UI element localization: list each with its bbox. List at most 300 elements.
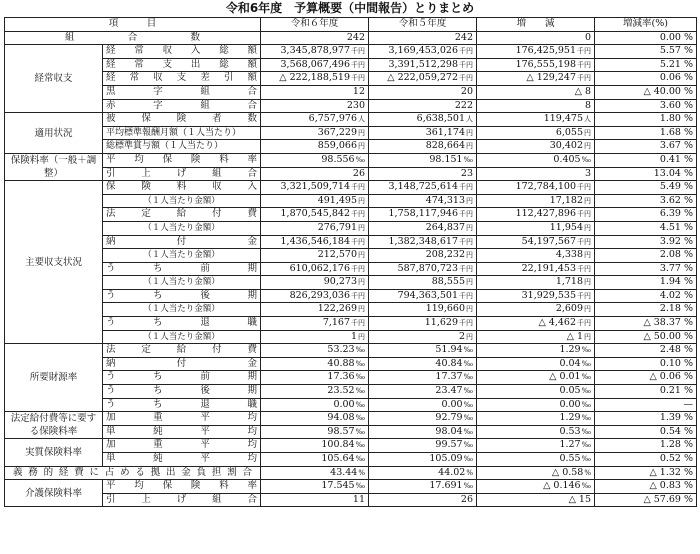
value-diff: 4,338円 xyxy=(477,249,595,263)
table-row xyxy=(5,221,697,235)
value-diff-unit: 千円 xyxy=(577,264,592,273)
table-row xyxy=(5,317,697,331)
value-diff: △ 1円 xyxy=(477,330,595,344)
table-row xyxy=(5,398,697,412)
value-r6: △ 222,188,519千円 xyxy=(261,72,369,86)
value-diff-unit: ‰ xyxy=(581,455,592,463)
value-diff-unit: 円 xyxy=(584,251,592,260)
row-label: 赤字組合 xyxy=(103,99,261,113)
value-diff: 176,425,951千円 xyxy=(477,45,595,59)
value-r5: 474,313円 xyxy=(369,194,477,208)
value-rate: 1.28 % xyxy=(595,439,697,453)
value-r5: 3,391,512,298千円 xyxy=(369,58,477,72)
row-label: （１人当たり金額） xyxy=(103,330,261,344)
value-r6-unit: 円 xyxy=(358,278,366,287)
row-label: 単純平均 xyxy=(103,425,261,439)
category-label: 適用状況 xyxy=(5,113,103,154)
value-rate: 5.57 % xyxy=(595,45,697,59)
header-row xyxy=(5,18,697,32)
value-r6-unit: 千円 xyxy=(351,319,366,328)
value-r5: 208,232円 xyxy=(369,249,477,263)
value-diff: 172,784,100千円 xyxy=(477,181,595,195)
value-r6: 3,568,067,496千円 xyxy=(261,58,369,72)
value-r6-unit: ‰ xyxy=(355,155,366,164)
table-row xyxy=(5,371,697,385)
value-diff-unit: 千円 xyxy=(577,183,592,192)
value-r5-unit: 千円 xyxy=(459,210,474,219)
table-row xyxy=(5,357,697,371)
table-row xyxy=(5,303,697,317)
category-label: 主要収支状況 xyxy=(5,181,103,344)
value-rate: △ 1.32 % xyxy=(595,466,697,480)
value-diff: 0.00‰ xyxy=(477,398,595,412)
value-r6: 242 xyxy=(261,31,369,45)
value-diff-unit: 千円 xyxy=(577,74,592,83)
value-diff: 0 xyxy=(477,31,595,45)
value-diff: 0.05‰ xyxy=(477,385,595,399)
value-diff-unit: ‰ xyxy=(581,373,592,382)
table-row xyxy=(5,262,697,276)
table-row xyxy=(5,45,697,59)
value-diff-unit: ‰ xyxy=(581,346,592,355)
value-diff-unit: 円 xyxy=(584,196,592,205)
value-diff: 31,929,535千円 xyxy=(477,289,595,303)
row-label: 経常支出総額 xyxy=(103,58,261,72)
value-r5: 92.79‰ xyxy=(369,412,477,426)
value-r6-unit: ‰ xyxy=(355,441,366,450)
row-label: 引上げ組合 xyxy=(103,493,261,507)
table-row xyxy=(5,99,697,113)
table-row xyxy=(5,466,697,480)
value-rate: △ 0.83 % xyxy=(595,480,697,494)
row-label: 平均標準報酬月額（１人当たり） xyxy=(103,126,261,140)
value-r6: 230 xyxy=(261,99,369,113)
value-diff-unit: ‰ xyxy=(581,387,592,396)
value-r5: 1,758,117,946千円 xyxy=(369,208,477,222)
value-rate: 3.67 % xyxy=(595,140,697,154)
category-label: 介護保険料率 xyxy=(5,480,103,507)
value-r6-unit: 円 xyxy=(358,223,366,232)
value-r5-unit: ‰ xyxy=(463,400,474,409)
value-r6: 43.44% xyxy=(261,466,369,480)
category-label: 保険料率（一般＋調整） xyxy=(5,153,103,180)
table-row xyxy=(5,425,697,439)
value-r5: 88,555円 xyxy=(369,276,477,290)
value-r5-unit: 千円 xyxy=(459,319,474,328)
value-diff-unit: 千円 xyxy=(577,60,592,69)
value-r6: 1,436,546,184千円 xyxy=(261,235,369,249)
value-diff: 0.53‰ xyxy=(477,425,595,439)
value-diff: △ 8 xyxy=(477,85,595,99)
category-label: 所要財源率 xyxy=(5,344,103,412)
value-diff-unit: ‰ xyxy=(581,400,592,409)
value-r6-unit: ‰ xyxy=(355,400,366,409)
table-row xyxy=(5,72,697,86)
value-r5: 3,148,725,614千円 xyxy=(369,181,477,195)
row-label: 納付金 xyxy=(103,235,261,249)
value-r6-unit: 千円 xyxy=(351,291,366,300)
value-r5: △ 222,059,272千円 xyxy=(369,72,477,86)
row-label: 義務的経費に占める拠出金負担割合 xyxy=(5,466,261,480)
row-label: 平均保険料率 xyxy=(103,153,261,167)
value-diff: 1.29‰ xyxy=(477,344,595,358)
value-r5: 17.37‰ xyxy=(369,371,477,385)
value-r6-unit: 千円 xyxy=(351,264,366,273)
value-r6: 859,066円 xyxy=(261,140,369,154)
value-diff: 11,954円 xyxy=(477,221,595,235)
value-diff: △ 4,462千円 xyxy=(477,317,595,331)
value-r5: 222 xyxy=(369,99,477,113)
value-r5: 587,870,723千円 xyxy=(369,262,477,276)
value-r5: 2円 xyxy=(369,330,477,344)
value-diff: 0.04‰ xyxy=(477,357,595,371)
value-r6-unit: ‰ xyxy=(355,482,366,491)
value-diff: 1,718円 xyxy=(477,276,595,290)
value-r6-unit: ‰ xyxy=(355,414,366,423)
value-diff-unit: ‰ xyxy=(581,359,592,368)
value-r6-unit: ‰ xyxy=(355,455,366,463)
value-r6-unit: 円 xyxy=(358,128,366,137)
row-label: （１人当たり金額） xyxy=(103,276,261,290)
value-diff: 1.27‰ xyxy=(477,439,595,453)
row-label: 組 合 数 xyxy=(5,31,261,45)
value-diff: 119,475人 xyxy=(477,113,595,127)
value-rate: 1.80 % xyxy=(595,113,697,127)
value-diff-unit: 円 xyxy=(584,223,592,232)
row-label: 経常収支差引額 xyxy=(103,72,261,86)
table-row xyxy=(5,85,697,99)
row-label: うち退職 xyxy=(103,317,261,331)
row-label: 黒字組合 xyxy=(103,85,261,99)
value-r5: 17.691‰ xyxy=(369,480,477,494)
value-r5: 20 xyxy=(369,85,477,99)
value-r5-unit: 円 xyxy=(466,305,474,314)
value-r5: 23.47‰ xyxy=(369,385,477,399)
value-diff-unit: ‰ xyxy=(581,427,592,436)
value-r5-unit: 千円 xyxy=(459,60,474,69)
value-r6: 17.36‰ xyxy=(261,371,369,385)
value-diff: △ 129,247千円 xyxy=(477,72,595,86)
value-rate: △ 0.06 % xyxy=(595,371,697,385)
value-r6: 98.57‰ xyxy=(261,425,369,439)
table-row xyxy=(5,480,697,494)
value-r5-unit: ‰ xyxy=(463,346,474,355)
table-row xyxy=(5,385,697,399)
value-r6-unit: ‰ xyxy=(355,387,366,396)
value-r5-unit: 円 xyxy=(466,128,474,137)
value-r6: 276,791円 xyxy=(261,221,369,235)
value-rate: 0.21 % xyxy=(595,385,697,399)
value-r5: 26 xyxy=(369,493,477,507)
value-r6: 212,570円 xyxy=(261,249,369,263)
page-title: 令和6年度 予算概要（中間報告）とりまとめ xyxy=(225,1,475,15)
value-r5: 44.02% xyxy=(369,466,477,480)
value-r5-unit: ‰ xyxy=(463,441,474,450)
value-r5: 3,169,453,026千円 xyxy=(369,45,477,59)
value-r5: 242 xyxy=(369,31,477,45)
value-rate: 0.41 % xyxy=(595,153,697,167)
value-r5-unit: 円 xyxy=(466,278,474,287)
row-label: 経常収入総額 xyxy=(103,45,261,59)
value-r6: 40.88‰ xyxy=(261,357,369,371)
value-r5-unit: 円 xyxy=(466,196,474,205)
value-r5: 6,638,501人 xyxy=(369,113,477,127)
value-diff-unit: ‰ xyxy=(581,414,592,423)
value-r5-unit: 円 xyxy=(466,223,474,232)
value-rate: △ 50.00 % xyxy=(595,330,697,344)
value-diff: 22,191,453千円 xyxy=(477,262,595,276)
value-r6-unit: 円 xyxy=(358,332,366,341)
value-r6-unit: 円 xyxy=(358,196,366,205)
table-row xyxy=(5,126,697,140)
value-r6: 11 xyxy=(261,493,369,507)
value-r6: 1円 xyxy=(261,330,369,344)
value-r6: 6,757,976人 xyxy=(261,113,369,127)
value-diff: 112,427,896千円 xyxy=(477,208,595,222)
value-r5-unit: ‰ xyxy=(463,414,474,423)
value-r6: 1,870,545,842千円 xyxy=(261,208,369,222)
value-r5-unit: 千円 xyxy=(459,183,474,192)
value-r5: 40.84‰ xyxy=(369,357,477,371)
value-r6: 367,229円 xyxy=(261,126,369,140)
header-rate: 増減率(%) xyxy=(595,18,697,32)
table-row xyxy=(5,344,697,358)
value-rate: 0.06 % xyxy=(595,72,697,86)
value-rate: 5.49 % xyxy=(595,181,697,195)
value-r6: 7,167千円 xyxy=(261,317,369,331)
value-rate: 2.08 % xyxy=(595,249,697,263)
header-r5: 令和５年度 xyxy=(369,18,477,32)
table-row xyxy=(5,208,697,222)
value-r5: 0.00‰ xyxy=(369,398,477,412)
value-r6-unit: 千円 xyxy=(351,60,366,69)
row-label: 引上げ組合 xyxy=(103,167,261,181)
value-r6-unit: 千円 xyxy=(351,210,366,219)
value-r5-unit: 千円 xyxy=(459,74,474,83)
header-r6: 令和６年度 xyxy=(261,18,369,32)
value-rate: 1.68 % xyxy=(595,126,697,140)
value-r5: 264,837円 xyxy=(369,221,477,235)
value-r6: 17.545‰ xyxy=(261,480,369,494)
value-diff: 1.29‰ xyxy=(477,412,595,426)
row-label: 法定給付費 xyxy=(103,344,261,358)
value-diff: 6,055円 xyxy=(477,126,595,140)
value-r6-unit: ‰ xyxy=(355,346,366,355)
table-row xyxy=(5,289,697,303)
table-row xyxy=(5,58,697,72)
value-r6: 100.84‰ xyxy=(261,439,369,453)
table-row xyxy=(5,439,697,453)
value-rate: 4.51 % xyxy=(595,221,697,235)
value-r5-unit: % xyxy=(466,468,474,477)
row-label: うち後期 xyxy=(103,385,261,399)
value-diff-unit: 千円 xyxy=(577,210,592,219)
row-label: 加重平均 xyxy=(103,412,261,426)
value-r5-unit: 千円 xyxy=(459,237,474,246)
value-rate: △ 57.69 % xyxy=(595,493,697,507)
value-diff: △ 15 xyxy=(477,493,595,507)
value-r5: 98.04‰ xyxy=(369,425,477,439)
header-diff: 増 減 xyxy=(477,18,595,32)
category-label: 法定給付費等に要する保険料率 xyxy=(5,412,103,439)
value-diff: 30,402円 xyxy=(477,140,595,154)
value-r5: 11,629千円 xyxy=(369,317,477,331)
value-r6: 0.00‰ xyxy=(261,398,369,412)
value-diff: 0.405‰ xyxy=(477,153,595,167)
value-r5-unit: ‰ xyxy=(463,482,474,491)
value-r6: 23.52‰ xyxy=(261,385,369,399)
value-r6: 53.23‰ xyxy=(261,344,369,358)
value-diff-unit: % xyxy=(584,468,592,477)
value-rate: △ 38.37 % xyxy=(595,317,697,331)
value-diff: 8 xyxy=(477,99,595,113)
value-r5-unit: 千円 xyxy=(459,264,474,273)
value-r5-unit: ‰ xyxy=(463,387,474,396)
category-label: 実質保険料率 xyxy=(5,439,103,466)
table-row xyxy=(5,412,697,426)
row-label: うち退職 xyxy=(103,398,261,412)
value-rate: 0.00 % xyxy=(595,31,697,45)
row-label: 平均保険料率 xyxy=(103,480,261,494)
table-row xyxy=(5,31,697,45)
value-r5-unit: 千円 xyxy=(459,291,474,300)
value-r6: 26 xyxy=(261,167,369,181)
row-label: うち前期 xyxy=(103,262,261,276)
value-r5: 51.94‰ xyxy=(369,344,477,358)
value-r6-unit: 円 xyxy=(358,251,366,260)
value-rate: 13.04 % xyxy=(595,167,697,181)
row-label: 単純平均 xyxy=(103,453,261,467)
table-row xyxy=(5,453,697,467)
value-r5-unit: ‰ xyxy=(463,455,474,463)
value-rate: 3.77 % xyxy=(595,262,697,276)
value-r6-unit: % xyxy=(358,468,366,477)
value-r6-unit: ‰ xyxy=(355,359,366,368)
value-r6: 610,062,176千円 xyxy=(261,262,369,276)
value-r6: 491,495円 xyxy=(261,194,369,208)
value-diff-unit: 円 xyxy=(584,142,592,151)
value-diff-unit: ‰ xyxy=(581,155,592,164)
value-r6: 122,269円 xyxy=(261,303,369,317)
table-row xyxy=(5,153,697,167)
value-r5-unit: ‰ xyxy=(463,155,474,164)
value-diff-unit: 千円 xyxy=(577,47,592,56)
value-r6: 826,293,036千円 xyxy=(261,289,369,303)
header-item: 項 目 xyxy=(5,18,261,32)
value-r6-unit: 千円 xyxy=(351,74,366,83)
value-r5-unit: 千円 xyxy=(459,47,474,56)
value-r6: 90,273円 xyxy=(261,276,369,290)
table-row xyxy=(5,113,697,127)
value-rate: 1.39 % xyxy=(595,412,697,426)
value-r6: 94.08‰ xyxy=(261,412,369,426)
value-r5-unit: 円 xyxy=(466,142,474,151)
row-label: 保険料収入 xyxy=(103,181,261,195)
value-r5: 119,660円 xyxy=(369,303,477,317)
value-diff: 0.55‰ xyxy=(477,453,595,467)
value-r5: 105.09‰ xyxy=(369,453,477,467)
value-diff-unit: 円 xyxy=(584,332,592,341)
value-r5-unit: 人 xyxy=(466,115,474,124)
category-label: 経常収支 xyxy=(5,45,103,113)
value-r5: 828,664円 xyxy=(369,140,477,154)
value-r5-unit: ‰ xyxy=(463,359,474,368)
row-label: （１人当たり金額） xyxy=(103,221,261,235)
value-r6-unit: 円 xyxy=(358,305,366,314)
value-diff: 2,609円 xyxy=(477,303,595,317)
value-r6: 3,345,878,977千円 xyxy=(261,45,369,59)
value-r6-unit: 円 xyxy=(358,142,366,151)
value-r6-unit: 千円 xyxy=(351,47,366,56)
value-rate: △ 40.00 % xyxy=(595,85,697,99)
row-label: うち前期 xyxy=(103,371,261,385)
value-rate: 6.39 % xyxy=(595,208,697,222)
value-r5: 1,382,348,617千円 xyxy=(369,235,477,249)
value-diff: 3 xyxy=(477,167,595,181)
table-row xyxy=(5,181,697,195)
row-label: （１人当たり金額） xyxy=(103,303,261,317)
value-r5-unit: ‰ xyxy=(463,427,474,436)
table-row xyxy=(5,140,697,154)
value-rate: 3.60 % xyxy=(595,99,697,113)
value-r5-unit: ‰ xyxy=(463,373,474,382)
table-row xyxy=(5,249,697,263)
table-row xyxy=(5,493,697,507)
value-diff-unit: 人 xyxy=(584,115,592,124)
budget-summary-table xyxy=(4,17,697,507)
value-rate: 0.52 % xyxy=(595,453,697,467)
value-rate: 1.94 % xyxy=(595,276,697,290)
table-row xyxy=(5,330,697,344)
row-label: うち後期 xyxy=(103,289,261,303)
value-r5: 361,174円 xyxy=(369,126,477,140)
row-label: （１人当たり金額） xyxy=(103,194,261,208)
row-label: （１人当たり金額） xyxy=(103,249,261,263)
value-rate: — xyxy=(595,398,697,412)
value-rate: 3.92 % xyxy=(595,235,697,249)
value-rate: 2.48 % xyxy=(595,344,697,358)
value-r5: 23 xyxy=(369,167,477,181)
value-diff: △ 0.58% xyxy=(477,466,595,480)
row-label: 納付金 xyxy=(103,357,261,371)
value-r6-unit: ‰ xyxy=(355,427,366,436)
value-diff-unit: 千円 xyxy=(577,291,592,300)
value-rate: 3.62 % xyxy=(595,194,697,208)
value-r6: 98.556‰ xyxy=(261,153,369,167)
value-rate: 0.10 % xyxy=(595,357,697,371)
value-r6-unit: ‰ xyxy=(355,373,366,382)
value-r5: 98.151‰ xyxy=(369,153,477,167)
value-rate: 0.54 % xyxy=(595,425,697,439)
value-diff-unit: 千円 xyxy=(577,237,592,246)
value-rate: 5.21 % xyxy=(595,58,697,72)
row-label: 加重平均 xyxy=(103,439,261,453)
value-r6: 3,321,509,714千円 xyxy=(261,181,369,195)
value-r6: 12 xyxy=(261,85,369,99)
value-diff-unit: 円 xyxy=(584,128,592,137)
row-label: 総標準賞与額（１人当たり） xyxy=(103,140,261,154)
value-rate: 2.18 % xyxy=(595,303,697,317)
table-row xyxy=(5,194,697,208)
value-r5-unit: 円 xyxy=(466,251,474,260)
value-diff: △ 0.146‰ xyxy=(477,480,595,494)
value-diff: △ 0.01‰ xyxy=(477,371,595,385)
value-diff-unit: ‰ xyxy=(581,482,592,491)
value-r6: 105.64‰ xyxy=(261,453,369,467)
row-label: 法定給付費 xyxy=(103,208,261,222)
value-r5-unit: 円 xyxy=(466,332,474,341)
value-diff-unit: 円 xyxy=(584,305,592,314)
